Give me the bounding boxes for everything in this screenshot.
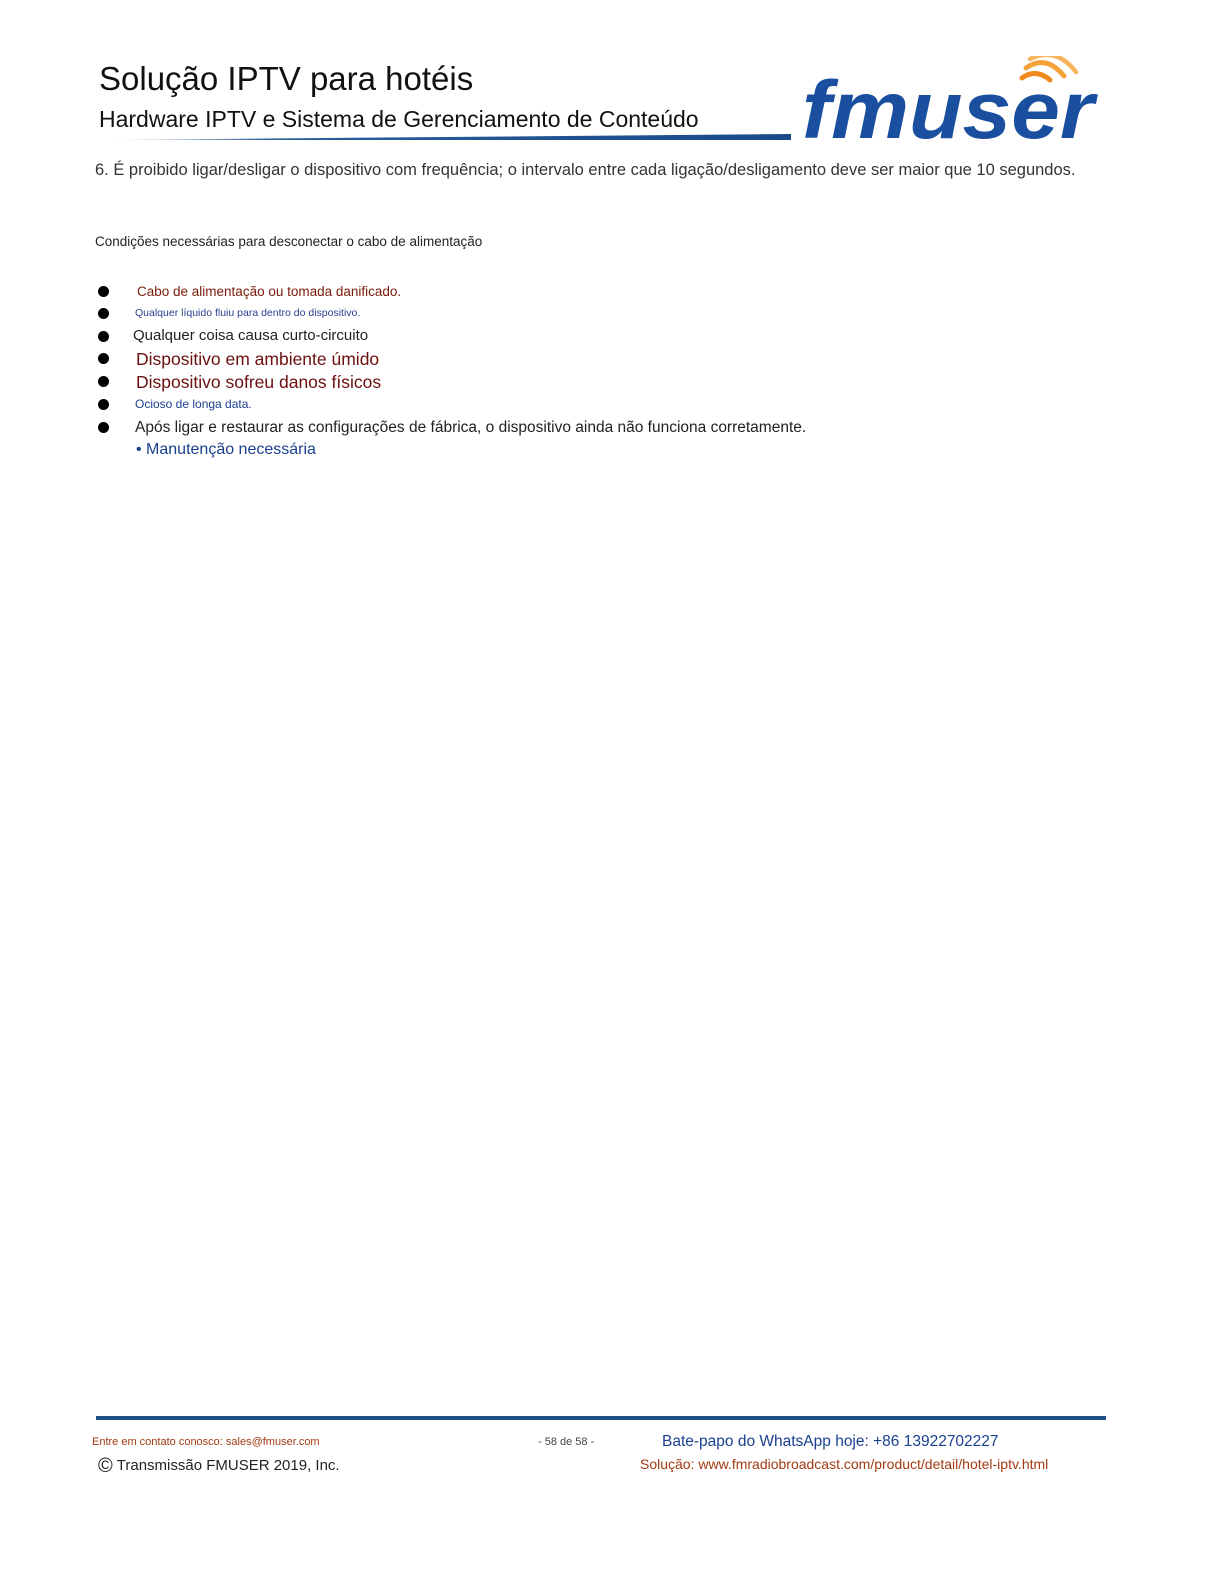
- footer-contact: Entre em contato conosco: sales@fmuser.com: [92, 1436, 320, 1448]
- whatsapp-contact: Bate-papo do WhatsApp hoje: +86 13922702227: [662, 1433, 999, 1450]
- header-rule: [99, 134, 791, 140]
- page-title: Solução IPTV para hotéis: [99, 60, 474, 97]
- section-heading: Condições necessárias para desconectar o cabo de alimentação: [95, 234, 483, 249]
- sub-list-item: • Manutenção necessária: [136, 441, 316, 458]
- bullet-icon: [98, 376, 109, 387]
- bullet-icon: [98, 422, 109, 433]
- bullet-icon: [98, 286, 109, 297]
- bullet-icon: [98, 308, 109, 319]
- logo-wordmark: fmuser: [802, 65, 1099, 150]
- footer-rule: [96, 1416, 1106, 1420]
- notice-text: 6. É proibido ligar/desligar o dispositivo com frequência; o intervalo entre cada ligação/desligamento deve ser maior que 10 segundos.: [95, 161, 1076, 179]
- page-number: - 58 de 58 -: [538, 1436, 595, 1448]
- fmuser-logo: [800, 56, 1100, 150]
- page-subtitle: Hardware IPTV e Sistema de Gerenciamento de Conteúdo: [99, 106, 699, 132]
- bullet-icon: [98, 399, 109, 410]
- list-item: Após ligar e restaurar as configurações de fábrica, o dispositivo ainda não funciona corretamente.: [135, 419, 807, 436]
- copyright-icon: ©: [98, 1455, 113, 1477]
- list-item: Qualquer líquido fluiu para dentro do dispositivo.: [135, 307, 361, 319]
- list-item: Ocioso de longa data.: [135, 397, 252, 411]
- list-item: Qualquer coisa causa curto-circuito: [133, 327, 369, 344]
- list-item: Dispositivo sofreu danos físicos: [136, 372, 382, 392]
- list-item: Dispositivo em ambiente úmido: [136, 349, 380, 369]
- bullet-icon: [98, 353, 109, 364]
- bullet-icon: [98, 331, 109, 342]
- list-item: Cabo de alimentação ou tomada danificado.: [137, 284, 402, 299]
- solution-link[interactable]: Solução: www.fmradiobroadcast.com/product/detail/hotel-iptv.html: [640, 1456, 1049, 1472]
- footer-copyright: [98, 1455, 340, 1478]
- copyright-text: Transmissão FMUSER 2019, Inc.: [116, 1457, 340, 1474]
